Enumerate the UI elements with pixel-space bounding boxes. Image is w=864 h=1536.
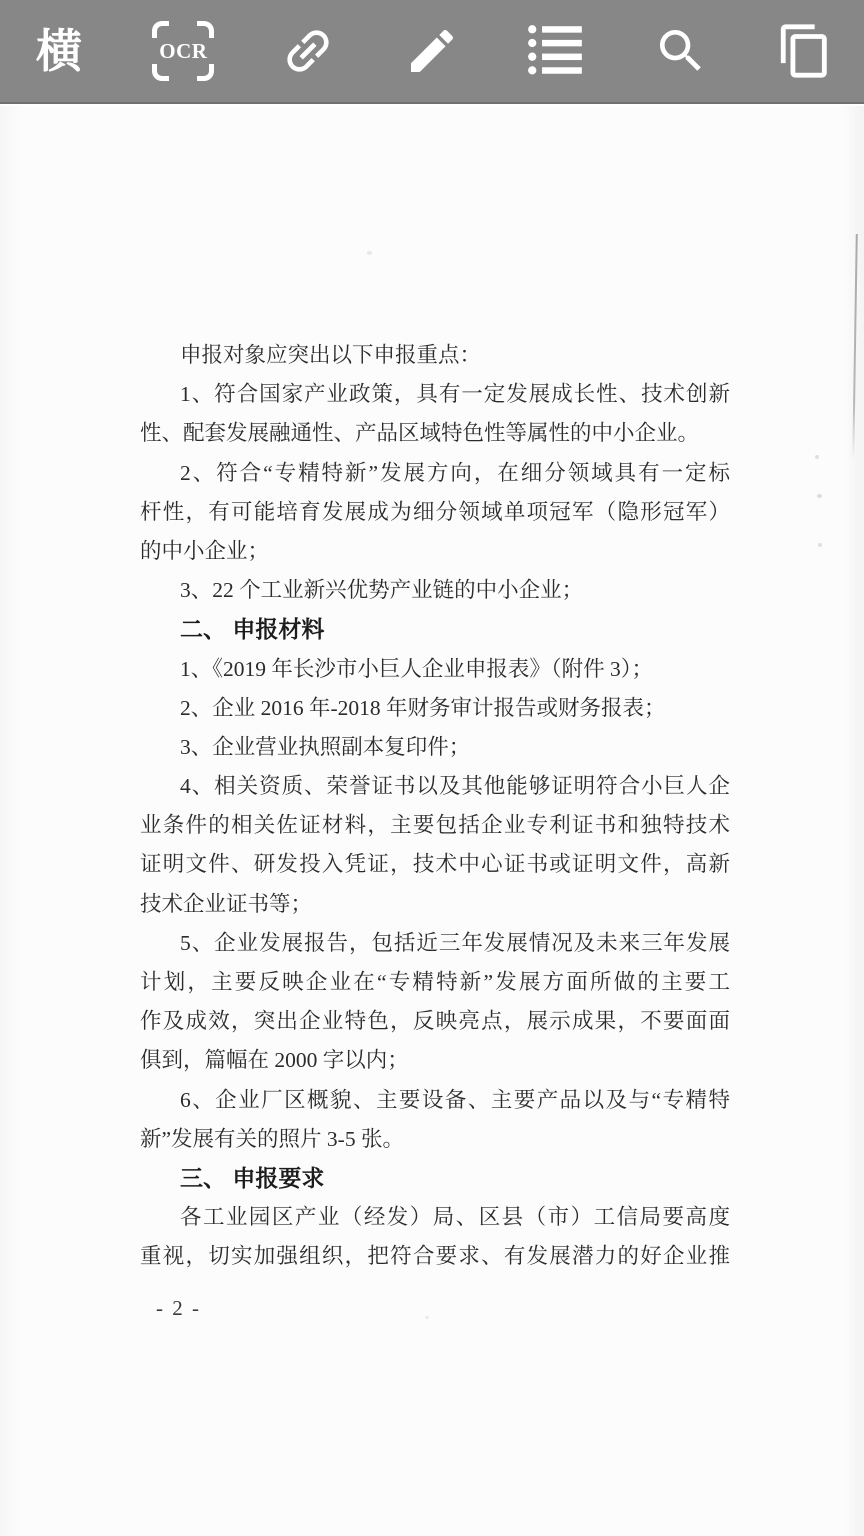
document-heading-line: 二、 申报材料 bbox=[180, 616, 325, 643]
document-line: 技术企业证书等； bbox=[140, 891, 313, 916]
document-page[interactable] bbox=[0, 106, 864, 1536]
scan-speck bbox=[818, 543, 822, 547]
scan-artifact-line bbox=[852, 234, 858, 460]
toolbar bbox=[0, 0, 864, 104]
document-line: 2、符合“专精特新”发展方向，在细分领域具有一定标 bbox=[180, 460, 730, 485]
document-line: 5、企业发展报告，包括近三年发展情况及未来三年发展 bbox=[180, 930, 730, 955]
scan-speck bbox=[425, 1316, 429, 1319]
search-icon bbox=[653, 23, 709, 79]
ocr-button[interactable] bbox=[150, 9, 216, 93]
document-heading-line: 三、 申报要求 bbox=[180, 1164, 325, 1191]
document-text bbox=[140, 336, 730, 1277]
document-line: 6、企业厂区概貌、主要设备、主要产品以及与“专精特 bbox=[180, 1087, 730, 1112]
outline-button[interactable] bbox=[523, 9, 589, 93]
ocr-icon bbox=[152, 21, 214, 81]
ocr-label: OCR bbox=[159, 38, 208, 63]
scan-speck bbox=[367, 251, 372, 255]
document-line: 1、符合国家产业政策，具有一定发展成长性、技术创新 bbox=[180, 382, 730, 407]
document-line: 1、《2019 年长沙市小巨人企业申报表》（附件 3）； bbox=[180, 656, 654, 681]
edit-button[interactable] bbox=[399, 9, 465, 93]
pencil-icon bbox=[404, 23, 460, 79]
document-line: 俱到，篇幅在 2000 字以内； bbox=[140, 1048, 409, 1073]
document-line: 作及成效，突出企业特色，反映亮点，展示成果，不要面面 bbox=[140, 1009, 730, 1034]
document-line: 申报对象应突出以下申报重点： bbox=[180, 343, 482, 367]
document-line: 新”发展有关的照片 3-5 张。 bbox=[140, 1126, 404, 1151]
document-line: 各工业园区产业（经发）局、区县（市）工信局要高度 bbox=[180, 1205, 730, 1230]
document-line: 性、配套发展融通性、产品区域特色性等属性的中小企业。 bbox=[140, 421, 700, 446]
document-line: 业条件的相关佐证材料，主要包括企业专利证书和独特技术 bbox=[140, 813, 730, 838]
document-line: 杆性，有可能培育发展成为细分领域单项冠军（隐形冠军） bbox=[140, 499, 730, 524]
copy-icon bbox=[776, 22, 834, 80]
document-line: 的中小企业； bbox=[140, 538, 270, 563]
document-line: 3、22 个工业新兴优势产业链的中小企业； bbox=[180, 578, 584, 603]
document-line: 4、相关资质、荣誉证书以及其他能够证明符合小巨人企 bbox=[180, 774, 730, 799]
search-button[interactable] bbox=[648, 9, 714, 93]
horizontal-mode-label: 横 bbox=[36, 25, 82, 77]
document-line: 3、企业营业执照副本复印件； bbox=[180, 734, 471, 759]
link-button[interactable] bbox=[275, 9, 341, 93]
orientation-mode-button[interactable] bbox=[26, 9, 92, 93]
document-line: 证明文件、研发投入凭证，技术中心证书或证明文件，高新 bbox=[140, 852, 730, 877]
scan-speck bbox=[817, 494, 822, 498]
document-line: 计划，主要反映企业在“专精特新”发展方面所做的主要工 bbox=[140, 970, 730, 994]
scan-speck bbox=[815, 455, 819, 459]
list-icon bbox=[525, 20, 587, 82]
copy-page-button[interactable] bbox=[772, 9, 838, 93]
document-line: 重视，切实加强组织，把符合要求、有发展潜力的好企业推 bbox=[140, 1244, 730, 1269]
page-number: - 2 - bbox=[156, 1296, 201, 1320]
link-icon bbox=[267, 10, 349, 92]
document-line: 2、企业 2016 年-2018 年财务审计报告或财务报表； bbox=[180, 695, 666, 720]
